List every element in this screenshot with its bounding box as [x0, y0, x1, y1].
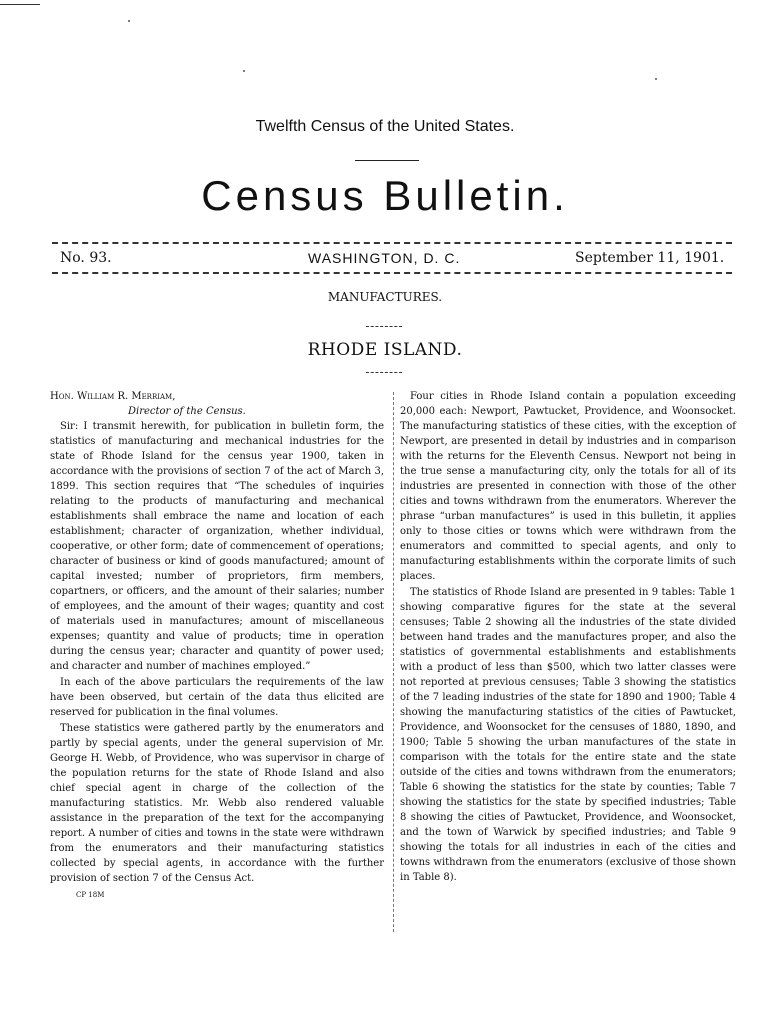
corner-mark	[0, 4, 40, 5]
masthead-rule-bottom	[52, 272, 732, 274]
dateline: WASHINGTON, D. C.	[308, 250, 461, 266]
addressee: Hon. William R. Merriam,	[50, 391, 176, 402]
census-line: Twelfth Census of the United States.	[255, 118, 515, 135]
divider	[355, 160, 419, 161]
issue-date: September 11, 1901.	[575, 250, 725, 266]
column-divider	[393, 392, 394, 932]
speck	[128, 20, 130, 22]
speck	[243, 70, 245, 72]
bulletin-title: Census Bulletin.	[201, 172, 569, 219]
section-heading: MANUFACTURES.	[327, 290, 443, 304]
paragraph: Four cities in Rhode Island contain a population exceeding 20,000 each: Newport, Pawtucket, Providence, and Woonsocket. The manufacturing statistics of these cities, with the exception of Newport, are presented in detail by industries and in comparison with the returns for the Eleventh Census. Newport not being in the true sense a manufacturing city, only the totals for all of its industries are presented in connection with those of the other cities and towns withdrawn from the enumerators. Wherever the phrase “urban manufactures” is used in this bulletin, it applies only to those cities or towns which were withdrawn from the enumerators and committed to special agents, and only to manufacturing establishments within the corporate limits of such places.	[400, 391, 736, 582]
divider	[366, 326, 402, 327]
masthead-rule-top	[52, 242, 732, 244]
right-column	[400, 389, 736, 885]
state-heading: RHODE ISLAND.	[307, 340, 463, 360]
issue-number: No. 93.	[60, 250, 112, 266]
speck	[655, 78, 657, 80]
divider	[366, 372, 402, 373]
paragraph: In each of the above particulars the requirements of the law have been observed, but certain of the data thus elicited are reserved for publication in the final volumes.	[50, 677, 384, 718]
paragraph: The statistics of Rhode Island are presented in 9 tables: Table 1 showing comparative figures for the state at the several censuses; Table 2 showing all the industries of the state divided between hand trades and the manufactures proper, and also the statistics of governmental establishments and establishments with a product of less than $500, which two latter classes were not reported at previous censuses; Table 3 showing the statistics of the 7 leading industries of the state for 1890 and 1900; Table 4 showing the manufacturing statistics of the cities of Pawtucket, Providence, and Woonsocket for the censuses of 1880, 1890, and 1900; Table 5 showing the urban manufactures of the state in comparison with the totals for the entire state and the state outside of the cities and towns withdrawn from the enumerators; Table 6 showing the statistics for the state by counties; Table 7 showing the statistics for the state by specified industries; Table 8 showing the cities of Pawtucket, Providence, and Woonsocket, and the town of Warwick by specified industries; and Table 9 showing the totals for all industries in each of the cities and towns withdrawn from the enumerators (exclusive of those shown in Table 8).	[400, 587, 736, 883]
addressee-title: Director of the Census.	[128, 406, 246, 417]
print-mark: CP 18M	[76, 891, 105, 899]
left-column	[50, 389, 384, 903]
paragraph: Sir: I transmit herewith, for publication in bulletin form, the statistics of manufacturing and mechanical industries for the state of Rhode Island for the census year 1900, taken in accordance with the provisions of section 7 of the act of March 3, 1899. This section requires that “The schedules of inquiries relating to the products of manufacturing and mechanical establishments shall embrace the name and location of each establishment; character of organization, whether individual, cooperative, or other form; date of commencement of operations; character of business or kind of goods manufactured; amount of capital invested; number of proprietors, firm members, copartners, or officers, and the amount of their salaries; number of employees, and the amount of their wages; quantity and cost of materials used in manufactures; amount of miscellaneous expenses; quantity and value of products; time in operation during the census year; character and quantity of power used; and character and number of machines employed.”	[50, 421, 384, 672]
paragraph: These statistics were gathered partly by the enumerators and partly by special agents, under the general supervision of Mr. George H. Webb, of Providence, who was supervisor in charge of the population returns for the state of Rhode Island and also chief special agent in charge of the collection of the manufacturing statistics. Mr. Webb also rendered valuable assistance in the preparation of the text for the accompanying report. A number of cities and towns in the state were withdrawn from the enumerators and their manufacturing statistics collected by special agents, in accordance with the further provision of section 7 of the Census Act.	[50, 723, 384, 884]
